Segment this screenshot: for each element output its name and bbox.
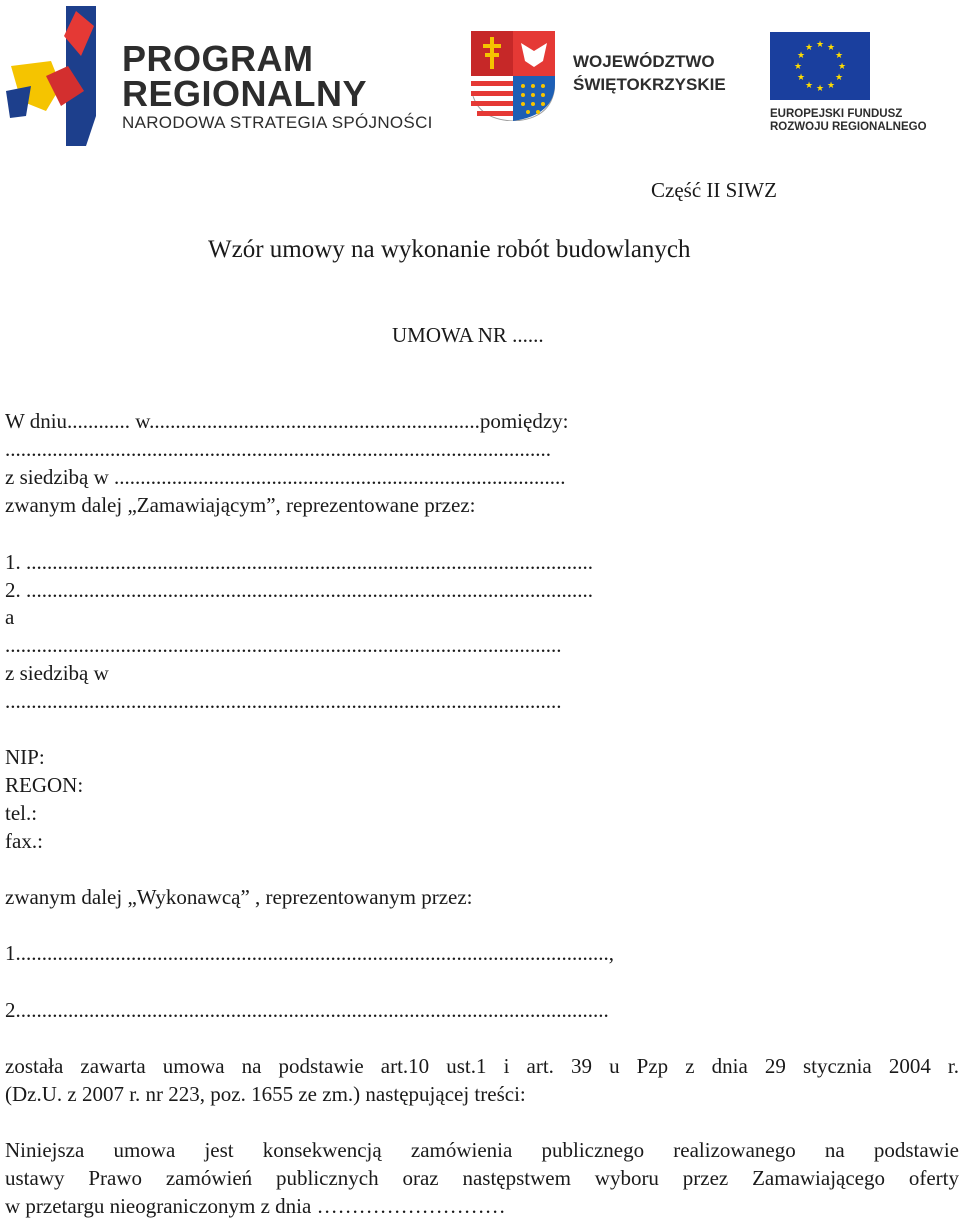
svg-text:★: ★ [796, 51, 806, 61]
contractor-seat-label: z siedzibą w [5, 661, 109, 685]
svg-text:★: ★ [804, 81, 814, 91]
eu-flag-icon [770, 32, 870, 100]
program-logo-line1: PROGRAM [122, 38, 314, 79]
ordering-representative-2: 2. ............................................................................................................ [5, 578, 593, 602]
wojewodztwo-logo-line2: ŚWIĘTOKRZYSKIE [573, 75, 726, 94]
eu-logo-line2: ROZWOJU REGIONALNEGO [770, 121, 927, 133]
contract-origin-line-3: w przetargu nieograniczonym z dnia ……………………… [5, 1194, 506, 1218]
svg-text:★: ★ [826, 43, 836, 53]
svg-text:★: ★ [815, 40, 825, 50]
contractor-name-line: .......................................................................................................... [5, 633, 562, 657]
contract-origin-line-2: ustawy Prawo zamówień publicznych oraz następstwem wyboru przez Zamawiającego oferty [5, 1166, 959, 1190]
contract-origin-line-1: Niniejsza umowa jest konsekwencją zamówienia publicznego realizowanego na podstawie [5, 1138, 959, 1162]
conjunction-a: a [5, 605, 15, 629]
document-title: Wzór umowy na wykonanie robót budowlanych [208, 236, 691, 263]
part-label: Część II SIWZ [651, 178, 777, 202]
ordering-representative-1: 1. ............................................................................................................ [5, 550, 593, 574]
svg-text:★: ★ [804, 43, 814, 53]
svg-text:★: ★ [793, 62, 803, 72]
contractor-seat-line: .......................................................................................................... [5, 689, 562, 713]
svg-text:★: ★ [796, 73, 806, 83]
svg-text:★: ★ [834, 73, 844, 83]
coat-of-arms-icon [471, 31, 555, 121]
tel-label: tel.: [5, 801, 38, 825]
contractor-represented-line: zwanym dalej „Wykonawcą” , reprezentowanym przez: [5, 885, 473, 909]
svg-text:★: ★ [837, 62, 847, 72]
svg-text:★: ★ [826, 81, 836, 91]
contractor-representative-2: 2................................................................................................................. [5, 998, 609, 1022]
ordering-party-name-line: ........................................................................................................ [5, 437, 551, 461]
legal-basis-line-2: (Dz.U. z 2007 r. nr 223, poz. 1655 ze zm.) następującej treści: [5, 1082, 526, 1106]
regon-label: REGON: [5, 773, 84, 797]
nip-label: NIP: [5, 745, 45, 769]
legal-basis-line-1: została zawarta umowa na podstawie art.10 ust.1 i art. 39 u Pzp z dnia 29 stycznia 2004 r. [5, 1054, 959, 1078]
contractor-representative-1: 1................................................................................................................., [5, 941, 614, 965]
agreement-number: UMOWA NR ...... [392, 323, 544, 347]
svg-text:★: ★ [834, 51, 844, 61]
date-place-line: W dniu............ w...............................................................pomiędzy: [5, 409, 569, 433]
program-logo-line3: NARODOWA STRATEGIA SPÓJNOŚCI [122, 113, 433, 132]
program-logo-line2: REGIONALNY [122, 73, 368, 114]
svg-text:★: ★ [815, 84, 825, 94]
program-star-icon [6, 6, 96, 146]
ordering-party-represented-line: zwanym dalej „Zamawiającym”, reprezentowane przez: [5, 493, 476, 517]
eu-logo-line1: EUROPEJSKI FUNDUSZ [770, 108, 903, 120]
wojewodztwo-logo-line1: WOJEWÓDZTWO [573, 52, 715, 71]
ordering-party-seat-line: z siedzibą w ...................................................................................... [5, 465, 566, 489]
fax-label: fax.: [5, 829, 43, 853]
